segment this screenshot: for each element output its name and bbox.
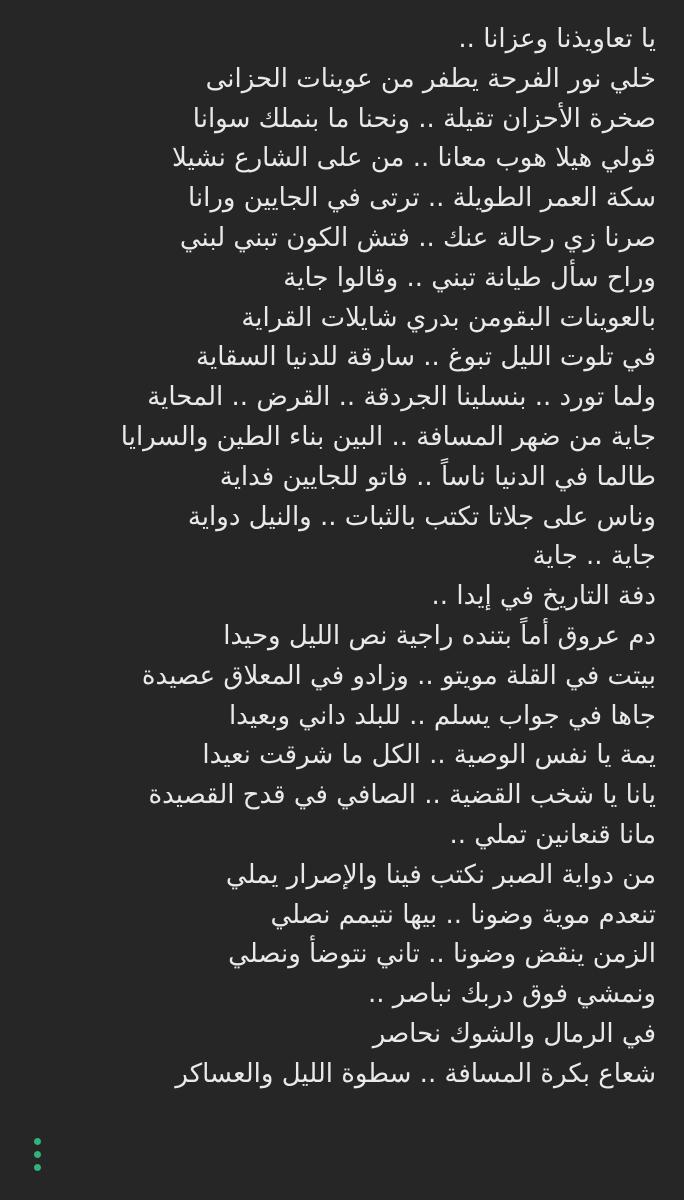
poem-line: خلي نور الفرحة يطفر من عوينات الحزانى <box>205 63 656 94</box>
poem-line: يانا يا شخب القضية .. الصافي في قدح القصيدة <box>148 780 656 811</box>
poem-line: يمة يا نفس الوصية .. الكل ما شرقت نعيدا <box>202 740 656 771</box>
poem-line: بالعوينات البقومن بدري شايلات القراية <box>241 302 656 333</box>
poem-line: ولما تورد .. بنسلينا الجردقة .. القرض .. المحاية <box>147 382 656 413</box>
poem-line: سكة العمر الطويلة .. ترتى في الجايين ورانا <box>187 183 656 214</box>
poem-line: في الرمال والشوك نحاصر <box>372 1018 656 1049</box>
poem-line: دفة التاريخ في إيدا .. <box>431 581 656 612</box>
poem-line: وراح سأل طيانة تبني .. وقالوا جاية <box>283 262 656 293</box>
poem-line: بيتت في القلة مويتو .. وزادو في المعلاق عصيدة <box>141 660 656 691</box>
poem-line: ونمشي فوق دربك نباصر .. <box>367 979 656 1010</box>
poem-line: صخرة الأحزان تقيلة .. ونحنا ما بنملك سوانا <box>192 103 656 134</box>
poem-line: من دواية الصبر نكتب فينا والإصرار يملي <box>225 859 656 890</box>
poem-line: تنعدم موية وضونا .. بيها نتيمم نصلي <box>270 899 656 930</box>
poem-line: قولي هيلا هوب معانا .. من على الشارع نشيلا <box>172 143 656 174</box>
poem-line: صرنا زي رحالة عنك .. فتش الكون تبني لبني <box>179 222 656 253</box>
poem-line: طالما في الدنيا ناساً .. فاتو للجايين فداية <box>219 461 656 492</box>
more-options-button[interactable] <box>22 1132 52 1176</box>
more-vertical-icon-dot <box>34 1151 41 1158</box>
poem-line: الزمن ينقض وضونا .. تاني نتوضأ ونصلي <box>228 939 656 970</box>
poem-line: وناس على جلاتا تكتب بالثبات .. والنيل دواية <box>187 501 656 532</box>
poem-text <box>16 20 656 1095</box>
poem-line: دم عروق أماً بتنده راجية نص الليل وحيدا <box>223 620 656 651</box>
poem-line: جاية من ضهر المسافة .. البين بناء الطين والسرايا <box>120 421 656 452</box>
poem-line: مانا قنعانين تملي .. <box>449 819 656 850</box>
poem-line: جاها في جواب يسلم .. للبلد داني وبعيدا <box>228 700 656 731</box>
poem-line: جاية .. جاية <box>532 541 656 572</box>
poem-line: في تلوت الليل تبوغ .. سارقة للدنيا السقاية <box>196 342 656 373</box>
more-vertical-icon-dot <box>34 1164 41 1171</box>
more-vertical-icon <box>34 1138 41 1145</box>
poem-line: يا تعاويذنا وعزانا .. <box>458 24 656 54</box>
poem-line: شعاع بكرة المسافة .. سطوة الليل والعساكر <box>175 1058 656 1089</box>
